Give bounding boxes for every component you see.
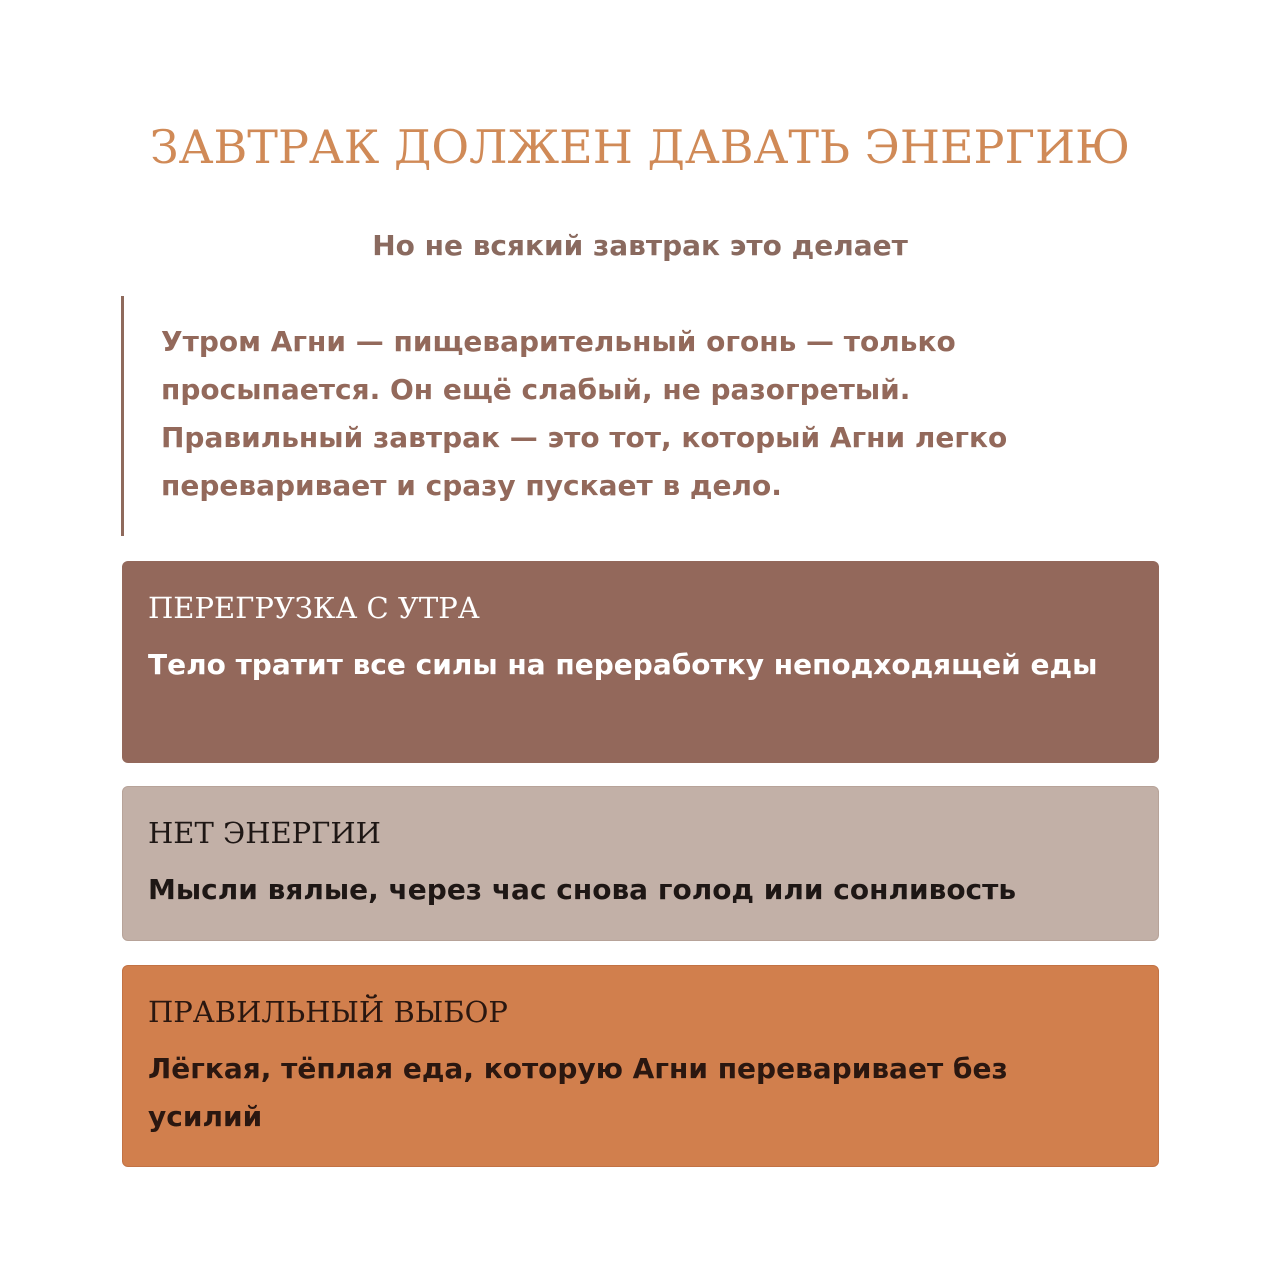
intro-quote-block [121,296,1121,536]
card-overload-text: Тело тратит все силы на переработку неподходящей еды [148,648,1098,681]
page-subtitle: Но не всякий завтрак это делает [372,229,908,262]
intro-text: Утром Агни — пищеварительный огонь — только просыпается. Он ещё слабый, не разогретый. Правильный завтрак — это тот, который Агни легко переваривает и сразу пускает в дело. [161,325,1008,502]
card-no-energy [122,786,1159,941]
card-right-choice-text: Лёгкая, тёплая еда, которую Агни переваривает без усилий [148,1052,1008,1133]
card-overload-title: ПЕРЕГРУЗКА С УТРА [148,591,480,625]
card-no-energy-text: Мысли вялые, через час снова голод или сонливость [148,873,1017,906]
card-right-choice-title: ПРАВИЛЬНЫЙ ВЫБОР [148,995,508,1029]
page-title: ЗАВТРАК ДОЛЖЕН ДАВАТЬ ЭНЕРГИЮ [150,120,1130,174]
card-no-energy-title: НЕТ ЭНЕРГИИ [148,816,381,850]
